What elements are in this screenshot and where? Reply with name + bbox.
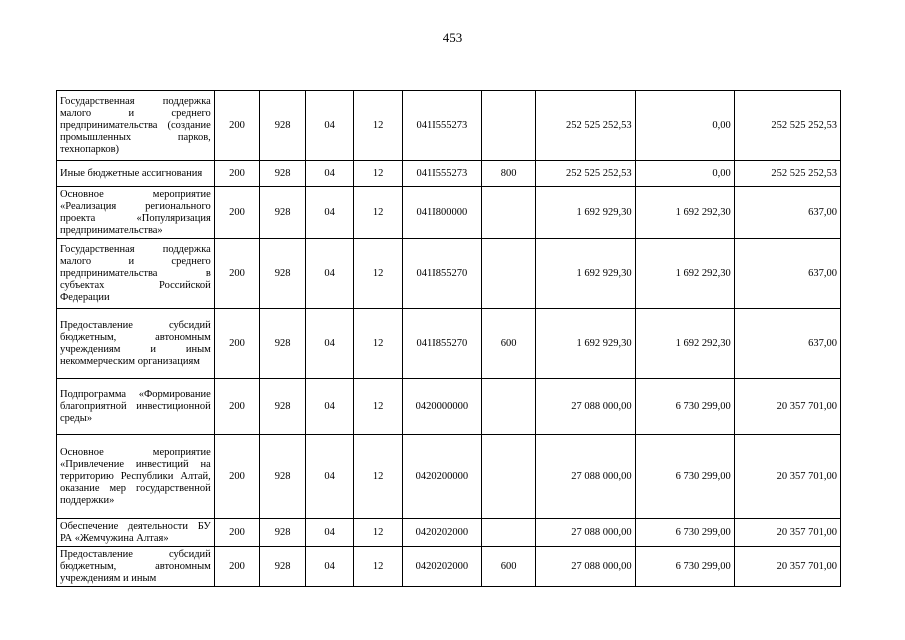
cell-ministry: 928 [260,519,306,547]
cell-amount-2: 0,00 [635,161,734,187]
cell-section: 04 [305,435,354,519]
cell-expense-type: 600 [481,309,536,379]
cell-expense-type [481,91,536,161]
cell-amount-total: 252 525 252,53 [536,161,635,187]
cell-amount-2: 1 692 292,30 [635,239,734,309]
cell-expense-type [481,519,536,547]
table-row [57,161,841,187]
cell-subsection: 12 [354,379,403,435]
row-name: Основное мероприятие «Реализация регионального проекта «Популяризация предпринимательства» [57,187,215,239]
cell-amount-2: 6 730 299,00 [635,547,734,587]
row-name: Государственная поддержка малого и среднего предпринимательства в субъектах Российской Федерации [57,239,215,309]
cell-code: 200 [214,519,260,547]
row-name: Предоставление субсидий бюджетным, автономным учреждениям и иным [60,548,211,584]
cell-amount-3: 637,00 [734,309,840,379]
table-row [57,187,841,239]
cell-amount-3: 20 357 701,00 [734,547,840,587]
cell-code: 200 [214,161,260,187]
cell-target-article: 041I855270 [402,309,481,379]
cell-target-article: 041I800000 [402,187,481,239]
table-row [57,239,841,309]
cell-target-article: 041I555273 [402,91,481,161]
cell-section: 04 [305,161,354,187]
cell-amount-3: 20 357 701,00 [734,379,840,435]
cell-subsection: 12 [354,187,403,239]
cell-subsection: 12 [354,547,403,587]
cell-ministry: 928 [260,161,306,187]
cell-amount-3: 252 525 252,53 [734,91,840,161]
page-number: 453 [442,30,463,45]
cell-code: 200 [214,309,260,379]
cell-section: 04 [305,519,354,547]
cell-amount-3: 252 525 252,53 [734,161,840,187]
cell-subsection: 12 [354,309,403,379]
cell-amount-3: 637,00 [734,187,840,239]
cell-amount-total: 27 088 000,00 [536,379,635,435]
cell-amount-3: 20 357 701,00 [734,435,840,519]
budget-table-body [57,91,841,587]
cell-amount-3: 637,00 [734,239,840,309]
cell-expense-type [481,239,536,309]
table-row [57,435,841,519]
cell-code: 200 [214,435,260,519]
cell-ministry: 928 [260,91,306,161]
cell-amount-total: 1 692 929,30 [536,239,635,309]
row-name: Основное мероприятие «Привлечение инвестиций на территорию Республики Алтай, оказание мер государственной поддержки» [57,435,215,519]
cell-code: 200 [214,91,260,161]
cell-amount-total: 252 525 252,53 [536,91,635,161]
cell-amount-total: 1 692 929,30 [536,187,635,239]
cell-target-article: 0420202000 [402,519,481,547]
cell-ministry: 928 [260,239,306,309]
cell-amount-3: 20 357 701,00 [734,519,840,547]
row-name: Подпрограмма «Формирование благоприятной инвестиционной среды» [57,379,215,435]
cell-subsection: 12 [354,519,403,547]
cell-amount-2: 0,00 [635,91,734,161]
cell-code: 200 [214,239,260,309]
table-row [57,547,841,587]
cell-target-article: 041I555273 [402,161,481,187]
cell-target-article: 0420200000 [402,435,481,519]
cell-subsection: 12 [354,239,403,309]
cell-expense-type [481,187,536,239]
cell-amount-total: 27 088 000,00 [536,435,635,519]
cell-subsection: 12 [354,435,403,519]
cell-amount-2: 1 692 292,30 [635,187,734,239]
table-row [57,309,841,379]
cell-section: 04 [305,309,354,379]
row-name: Обеспечение деятельности БУ РА «Жемчужина Алтая» [57,519,215,547]
cell-amount-2: 6 730 299,00 [635,519,734,547]
cell-expense-type: 800 [481,161,536,187]
table-row [57,91,841,161]
cell-expense-type [481,379,536,435]
row-name: Предоставление субсидий бюджетным, автономным учреждениям и иным некоммерческим организациям [57,309,215,379]
cell-section: 04 [305,239,354,309]
row-name: Иные бюджетные ассигнования [57,161,215,187]
cell-section: 04 [305,187,354,239]
cell-target-article: 0420000000 [402,379,481,435]
cell-ministry: 928 [260,435,306,519]
cell-code: 200 [214,187,260,239]
cell-subsection: 12 [354,91,403,161]
cell-amount-2: 1 692 292,30 [635,309,734,379]
cell-target-article: 0420202000 [402,547,481,587]
cell-amount-total: 27 088 000,00 [536,547,635,587]
cell-expense-type [481,435,536,519]
table-row [57,519,841,547]
cell-ministry: 928 [260,547,306,587]
cell-target-article: 041I855270 [402,239,481,309]
row-name-cell [57,547,215,587]
cell-expense-type: 600 [481,547,536,587]
cell-ministry: 928 [260,187,306,239]
cell-code: 200 [214,547,260,587]
cell-amount-2: 6 730 299,00 [635,435,734,519]
cell-subsection: 12 [354,161,403,187]
cell-ministry: 928 [260,379,306,435]
row-name: Государственная поддержка малого и среднего предпринимательства (создание промышленных парков, технопарков) [57,91,215,161]
cell-section: 04 [305,91,354,161]
table-row [57,379,841,435]
cell-section: 04 [305,379,354,435]
cell-code: 200 [214,379,260,435]
cell-ministry: 928 [260,309,306,379]
cell-section: 04 [305,547,354,587]
cell-amount-total: 27 088 000,00 [536,519,635,547]
cell-amount-2: 6 730 299,00 [635,379,734,435]
budget-table [56,90,841,587]
cell-amount-total: 1 692 929,30 [536,309,635,379]
